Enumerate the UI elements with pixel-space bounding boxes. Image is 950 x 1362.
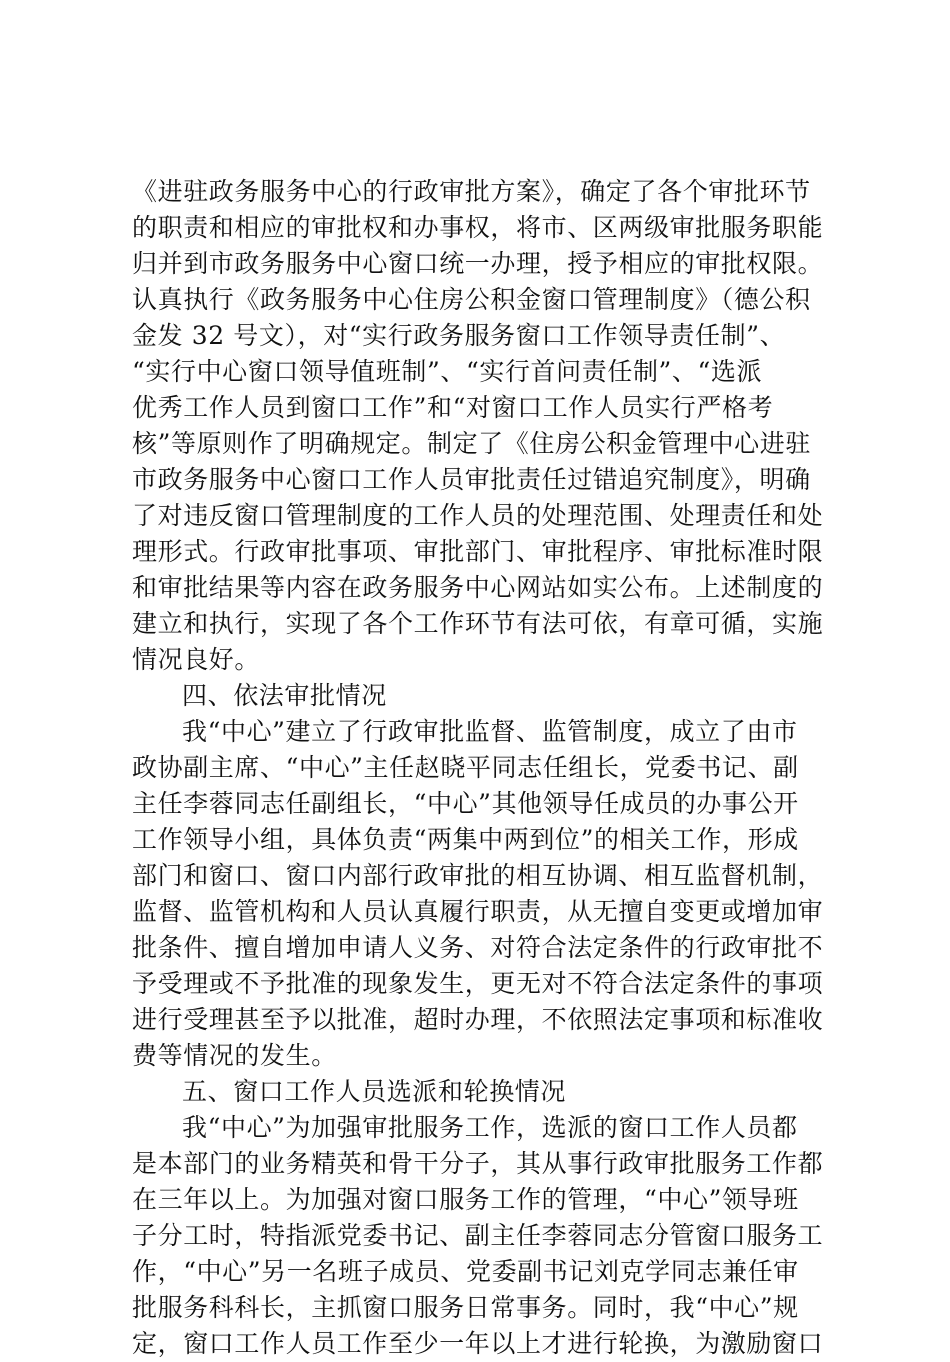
text-line: 金发 32 号文），对“实行政务服务窗口工作领导责任制”、 xyxy=(132,321,786,350)
text-line: 主任李蓉同志任副组长，“中心”其他领导任成员的办事公开 xyxy=(132,789,799,818)
text-line: 作，“中心”另一名班子成员、党委副书记刘克学同志兼任审 xyxy=(132,1257,799,1286)
text-line: 在三年以上。为加强对窗口服务工作的管理，“中心”领导班 xyxy=(132,1185,799,1214)
text-line: 是本部门的业务精英和骨干分子，其从事行政审批服务工作都 xyxy=(132,1149,824,1178)
text-line: 子分工时，特指派党委书记、副主任李蓉同志分管窗口服务工 xyxy=(132,1221,824,1250)
text-line: 我“中心”为加强审批服务工作，选派的窗口工作人员都 xyxy=(182,1113,798,1142)
text-line: 监督、监管机构和人员认真履行职责，从无擅自变更或增加审 xyxy=(132,897,824,926)
text-line: 工作领导小组，具体负责“两集中两到位”的相关工作，形成 xyxy=(132,825,799,854)
text-line: 我“中心”建立了行政审批监督、监管制度，成立了由市 xyxy=(182,717,798,746)
text-line: 的职责和相应的审批权和办事权，将市、区两级审批服务职能 xyxy=(132,213,824,242)
text-line: 理形式。行政审批事项、审批部门、审批程序、审批标准时限 xyxy=(132,537,824,566)
text-line: 部门和窗口、窗口内部行政审批的相互协调、相互监督机制， xyxy=(132,861,824,890)
text-line: 政协副主席、“中心”主任赵晓平同志任组长，党委书记、副 xyxy=(132,753,799,782)
text-line: 市政务服务中心窗口工作人员审批责任过错追究制度》，明确 xyxy=(132,465,811,494)
text-line: 四、依法审批情况 xyxy=(182,681,387,710)
text-line: 归并到市政务服务中心窗口统一办理，授予相应的审批权限。 xyxy=(132,249,824,278)
text-line: 情况良好。 xyxy=(132,645,261,674)
text-line: 了对违反窗口管理制度的工作人员的处理范围、处理责任和处 xyxy=(132,501,824,530)
document-body xyxy=(132,174,828,1362)
text-line: “实行中心窗口领导值班制”、“实行首问责任制”、“选派 xyxy=(132,357,763,386)
text-line: 批条件、擅自增加申请人义务、对符合法定条件的行政审批不 xyxy=(132,933,824,962)
text-line: 进行受理甚至予以批准，超时办理，不依照法定事项和标准收 xyxy=(132,1005,824,1034)
text-line: 《进驻政务服务中心的行政审批方案》，确定了各个审批环节 xyxy=(132,177,811,206)
text-line: 费等情况的发生。 xyxy=(132,1041,337,1070)
text-line: 建立和执行，实现了各个工作环节有法可依，有章可循，实施 xyxy=(132,609,824,638)
text-line: 予受理或不予批准的现象发生，更无对不符合法定条件的事项 xyxy=(132,969,824,998)
text-line: 核”等原则作了明确规定。制定了《住房公积金管理中心进驻 xyxy=(132,429,811,458)
text-line: 认真执行《政务服务中心住房公积金窗口管理制度》（德公积 xyxy=(132,285,811,314)
text-line: 定，窗口工作人员工作至少一年以上才进行轮换，为激励窗口 xyxy=(132,1329,824,1358)
text-line: 优秀工作人员到窗口工作”和“对窗口工作人员实行严格考 xyxy=(132,393,774,422)
text-line: 和审批结果等内容在政务服务中心网站如实公布。上述制度的 xyxy=(132,573,824,602)
text-line: 批服务科科长，主抓窗口服务日常事务。同时，我“中心”规 xyxy=(132,1293,799,1322)
text-line: 五、窗口工作人员选派和轮换情况 xyxy=(182,1077,567,1106)
